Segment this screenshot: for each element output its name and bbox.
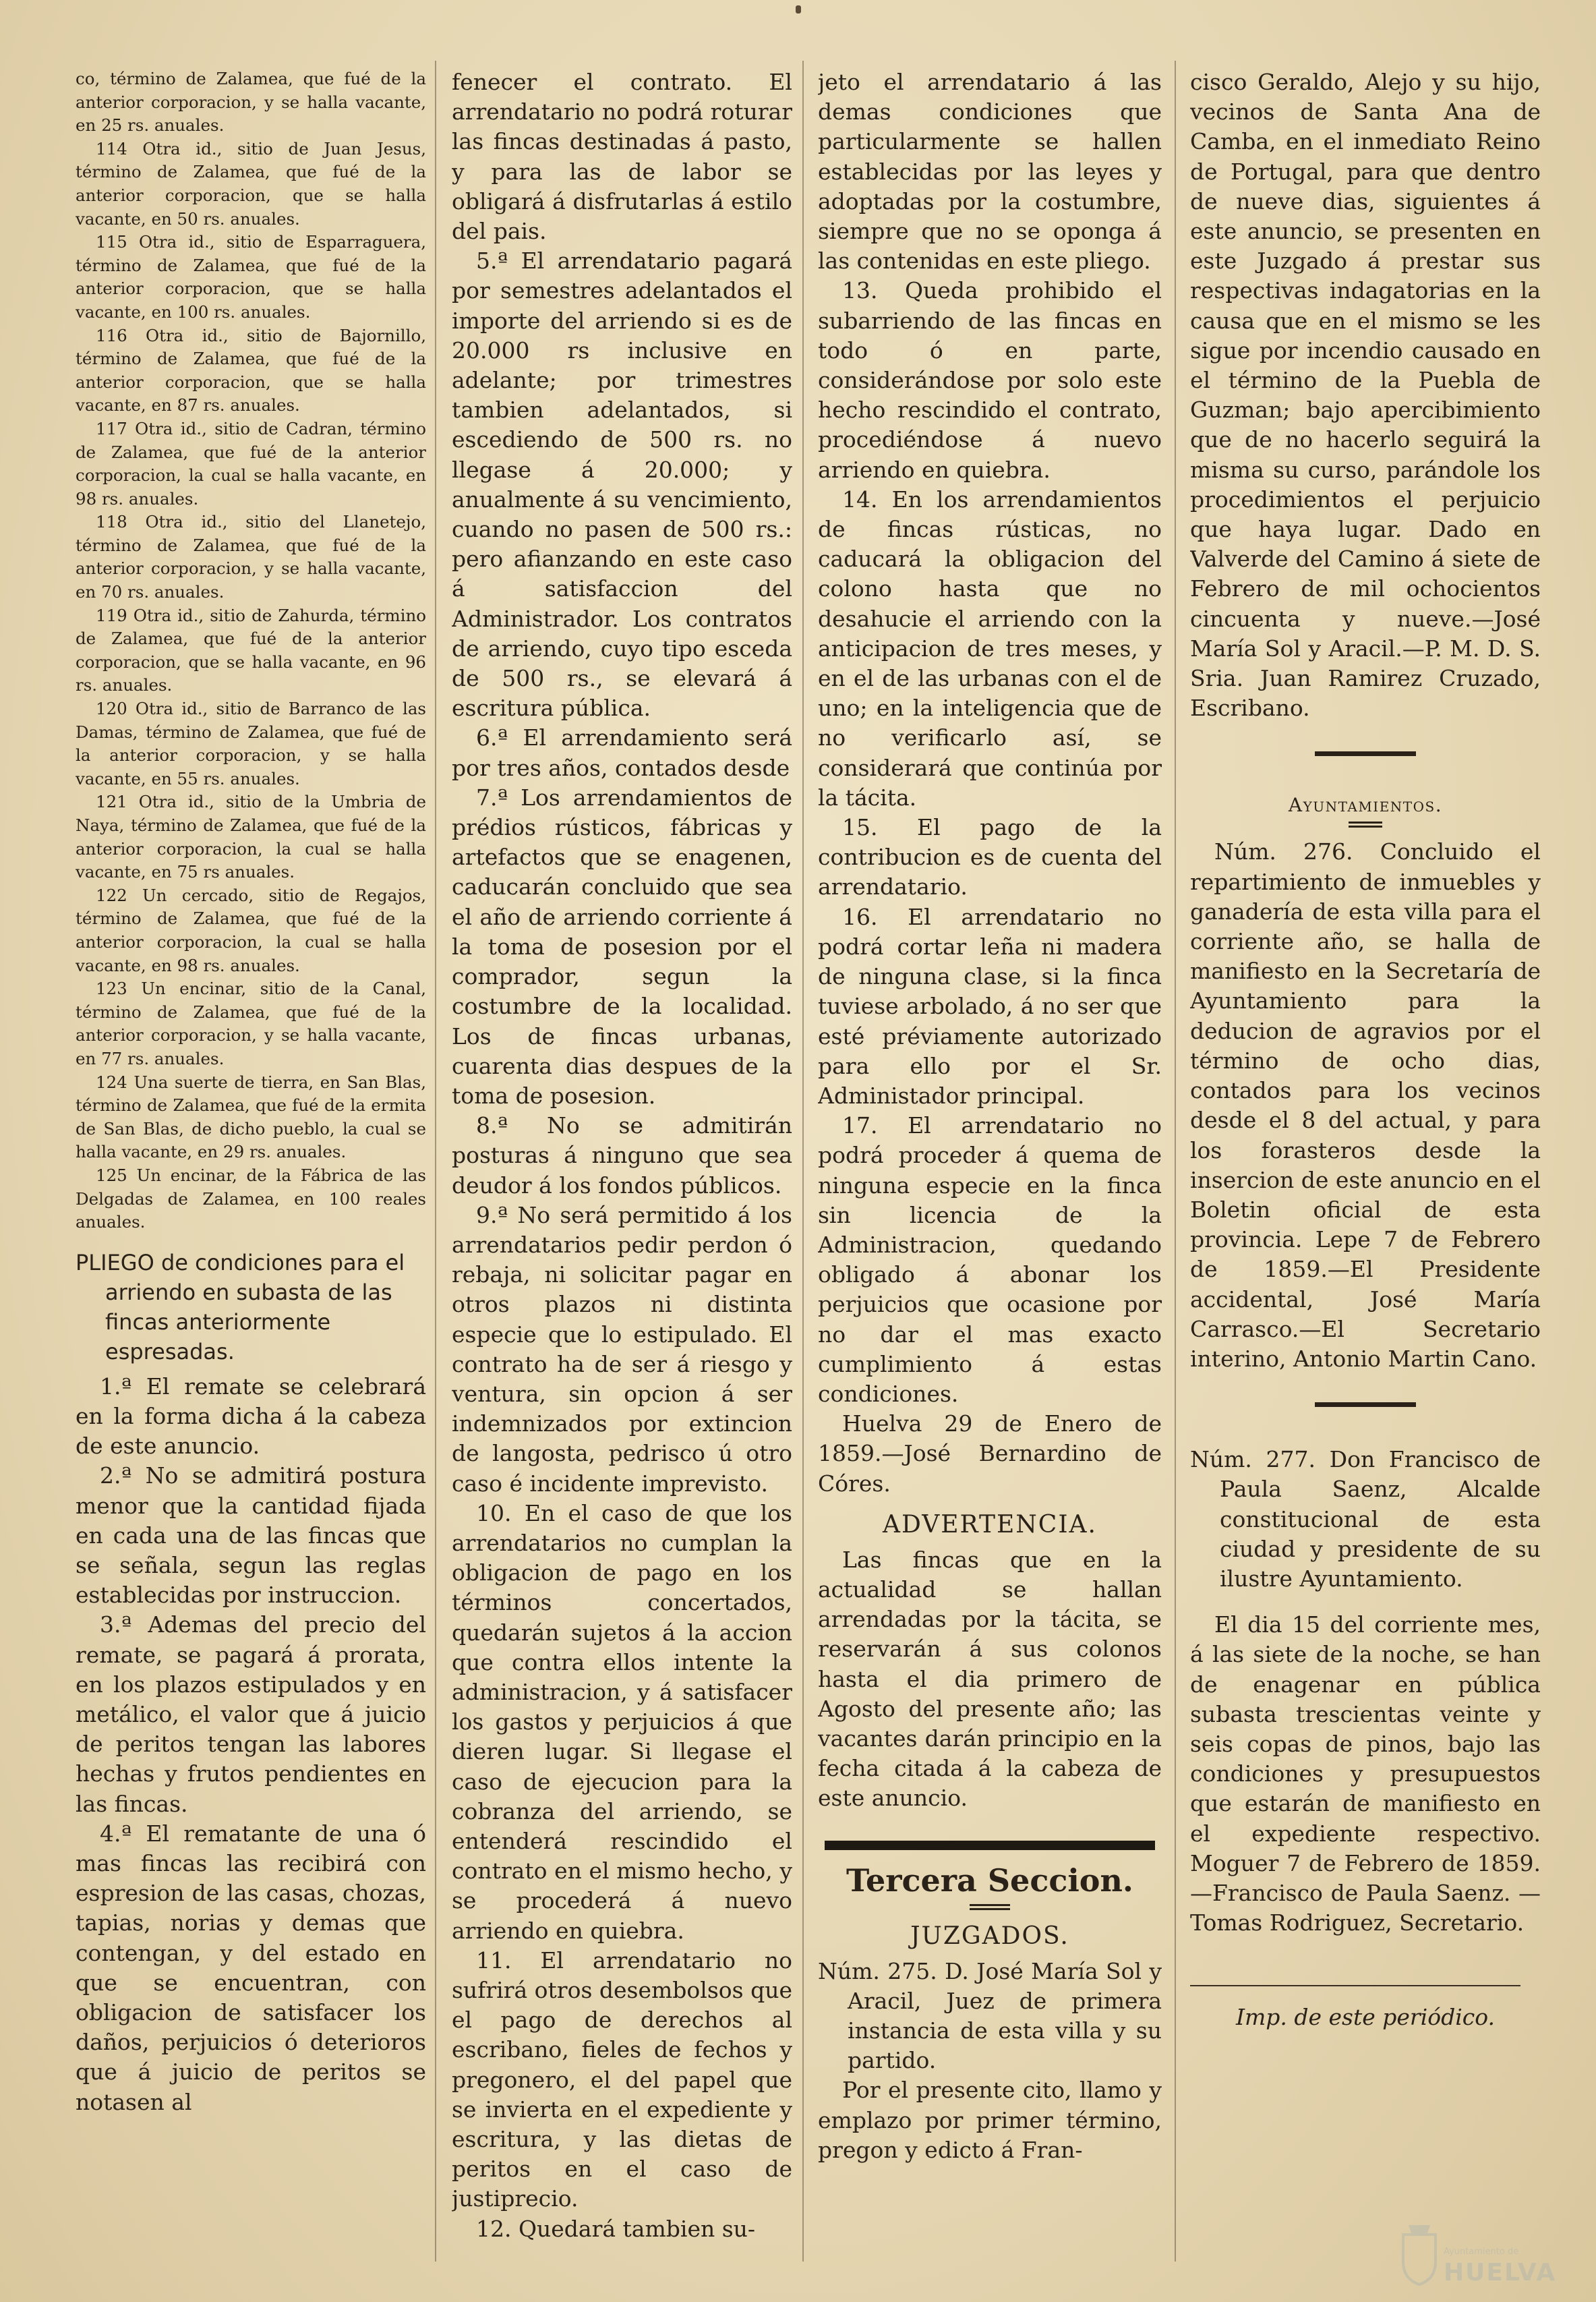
advertencia-paragraph: Las fincas que en la actualidad se hallan arrendadas por la tácita, se reservarán á sus colonos hasta el dia primero de Agosto del presente año; las vacantes darán principio en la fecha citada á la cabeza de este anuncio. [818,1546,1162,1812]
pliego-heading: PLIEGO de condiciones para el arriendo en subasta de las fincas anteriormente espresadas. [76,1249,405,1364]
condition-paragraph: fenecer el contrato. El arrendatario no podrá roturar las fincas destinadas á pasto, y para las de labor se obligará á disfrutarlas á estilo del pais. [452,69,792,245]
notice-body: El dia 15 del corriente mes, á las siete de la noche, se han de enagenar en pública subasta trescientas veinte y seis copas de pinos, bajo las condiciones y presupuestos que estarán de manifiesto en el expediente respectivo. Moguer 7 de Febrero de 1859. —Francisco de Paula Saenz. —Tomas Rodriguez, Secretario. [1190,1611,1541,1936]
column-1 [76,67,426,2275]
section-title: Tercera Seccion. [846,1862,1133,1899]
condition-paragraph: 12. Quedará tambien su- [476,2215,756,2242]
condition-paragraph: 8.ª No se admitirán posturas á ninguno que sea deudor á los fondos públicos. [452,1112,792,1199]
list-item: 121 Otra id., sitio de la Umbria de Naya, término de Zalamea, que fué de la anterior corporacion, la cual se halla vacante, en 75 rs anuales. [76,792,426,882]
condition-paragraph: 17. El arrendatario no podrá proceder á quema de ninguna especie en la finca sin licencia de la Administracion, quedando obligado á abonar los perjuicios que ocasione por no dar el mas exacto cumplimiento á estas condiciones. [818,1112,1162,1407]
coat-of-arms-icon [1399,2221,1440,2286]
juzgados-heading: JUZGADOS. [910,1922,1069,1950]
title-ornament [970,1904,1010,1910]
notice-body: cisco Geraldo, Alejo y su hijo, vecinos de Santa Ana de Camba, en el inmediato Reino de Portugal, para que dentro de nueve dias, siguientes á este anuncio, se presenten en este Juzgado á prestar sus respectivas indagatorias en la causa que en el mismo se les sigue por incendio causado en el término de la Puebla de Guzman; bajo apercibimiento que de no hacerlo seguirá la misma su curso, parándole los procedimientos el perjuicio que haya lugar. Dado en Valverde del Camino á siete de Febrero de mil ochocientos cincuenta y nueve.—José María Sol y Aracil.—P. M. D. S. Sria. Juan Ramirez Cruzado, Escribano. [1190,69,1541,722]
advertencia-heading: ADVERTENCIA. [883,1510,1097,1538]
list-item: 116 Otra id., sitio de Bajornillo, término de Zalamea, que fué de la anterior corporacion, que se halla vacante, en 87 rs. anuales. [76,325,426,415]
divider [1315,751,1416,756]
notice-body: Por el presente cito, llamo y emplazo por primer término, pregon y edicto á Fran- [818,2077,1162,2163]
list-item: 124 Una suerte de tierra, en San Blas, término de Zalamea, que fué de la ermita de San Blas, de dicho pueblo, la cual se halla vacante, en 29 rs. anuales. [76,1072,426,1162]
column-rule [802,61,804,2262]
condition-paragraph: 7.ª Los arrendamientos de prédios rústicos, fábricas y artefactos que se enagenen, caducarán concluido que sea el año de arriendo corriente á la toma de posesion por el comprador, segun la costumbre de la localidad. Los de fincas urbanas, cuarenta dias despues de la toma de posesion. [452,784,792,1109]
list-item: 118 Otra id., sitio del Llanetejo, término de Zalamea, que fué de la anterior corporacion, y se halla vacante, en 70 rs. anuales. [76,512,426,602]
list-item: 117 Otra id., sitio de Cadran, término de Zalamea, que fué de la anterior corporacion, la cual se halla vacante, en 98 rs. anuales. [76,418,426,509]
condition-paragraph: 16. El arrendatario no podrá cortar leña ni madera de ninguna clase, si la finca tuviese arbolado, á no ser que esté préviamente autorizado para ello por el Sr. Administador principal. [818,903,1162,1109]
column-4 [1190,67,1541,2275]
watermark-text: HUELVA [1444,2259,1557,2286]
condition-paragraph: 15. El pago de la contribucion es de cuenta del arrendatario. [818,814,1162,900]
list-item: 114 Otra id., sitio de Juan Jesus, término de Zalamea, que fué de la anterior corporacion, que se halla vacante, en 50 rs. anuales. [76,138,426,229]
ink-speck [796,5,801,13]
list-item: 120 Otra id., sitio de Barranco de las Damas, término de Zalamea, que fué de la anterior corporacion, y se halla vacante, en 55 rs. anuales. [76,699,426,788]
list-item: 122 Un cercado, sitio de Regajos, término de Zalamea, que fué de la anterior corporacion, la cual se halla vacante, en 98 rs. anuales. [76,885,426,975]
condition-paragraph: 2.ª No se admitirá postura menor que la cantidad fijada en cada una de las fincas que se señala, segun las reglas establecidas por instruccion. [76,1462,426,1609]
notice-heading: Núm. 275. D. José María Sol y Aracil, Juez de primera instancia de esta villa y su partido. [818,1957,1162,2074]
imprint: Imp. de este periódico. [1235,2004,1496,2031]
condition-paragraph: 10. En el caso de que los arrendatarios no cumplan la obligacion de pago en los términos concertados, quedarán sujetos á la accion que contra ellos intente la administracion, y á satisfacer los gastos y perjuicios á que dieren lugar. Si llegase el caso de ejecucion para la cobranza del arriendo, se entenderá rescindido el contrato en el mismo hecho, y se procederá á nuevo arriendo en quiebra. [452,1499,792,1944]
notice-heading: Núm. 277. Don Francisco de Paula Saenz, Alcalde constitucional de esta ciudad y presidente de su ilustre Ayuntamiento. [1190,1446,1541,1592]
column-rule [435,61,436,2262]
list-item: 125 Un encinar, de la Fábrica de las Delgadas de Zalamea, en 100 reales anuales. [76,1165,426,1232]
condition-paragraph: 14. En los arrendamientos de fincas rústicas, no caducará la obligacion del colono hasta que no desahucie el arriendo con la anticipacion de tres meses, y en el de las urbanas con el de uno; en la inteligencia que de no verificarlo así, se considerará que continúa por la tácita. [818,486,1162,811]
condition-paragraph: 11. El arrendatario no sufrirá otros desembolsos que el pago de derechos al escribano, fieles de fechos y pregonero, el del papel que se invierta en el expediente y escritura, y las dietas de peritos en el caso de justiprecio. [452,1947,792,2212]
list-item: 115 Otra id., sitio de Esparraguera, término de Zalamea, que fué de la anterior corporacion, que se halla vacante, en 100 rs. anuales. [76,232,426,322]
signature-paragraph: Huelva 29 de Enero de 1859.—José Bernardino de Córes. [818,1410,1162,1497]
watermark-caption: Ayuntamiento de [1444,2247,1519,2257]
ayuntamientos-heading: Ayuntamientos. [1288,794,1443,817]
list-item: 119 Otra id., sitio de Zahurda, término de Zalamea, que fué de la anterior corporacion, que se halla vacante, en 96 rs. anuales. [76,605,426,695]
column-3 [818,67,1162,2275]
condition-paragraph: 5.ª El arrendatario pagará por semestres adelantados el importe del arriendo si es de 20.000 rs inclusive en adelante; por trimestres tambien adelantados, si escediendo de 500 rs. no llegase á 20.000; y anualmente á su vencimiento, cuando no pasen de 500 rs.: pero afianzando en este caso á satisfaccion del Administrador. Los contratos de arriendo, cuyo tipo esceda de 500 rs., se elevará á escritura pública. [452,248,792,722]
column-rule [1175,61,1176,2262]
column-2 [452,67,792,2275]
condition-paragraph: 9.ª No será permitido á los arrendatarios pedir perdon ó rebaja, ni solicitar pagar en otros plazos ni distinta especie que lo estipulado. El contrato ha de ser á riesgo y ventura, sin opcion á ser indemnizados por extincion de langosta, pedrisco ú otro caso é incidente imprevisto. [452,1201,792,1497]
condition-paragraph: 13. Queda prohibido el subarriendo de las fincas en todo ó en parte, considerándose por solo este hecho rescindido el contrato, procediéndose á nuevo arriendo en quiebra. [818,277,1162,483]
notice-body: Núm. 276. Concluido el repartimiento de inmuebles y ganadería de esta villa para el corriente año, se halla de manifiesto en la Secretaría de Ayuntamiento para la deducion de agravios por el término de ocho dias, contados para los vecinos desde el 8 del actual, y para los forasteros desde la insercion de este anuncio en el Boletin oficial de esta provincia. Lepe 7 de Febrero de 1859.—El Presidente accidental, José María Carrasco.—El Secretario interino, Antonio Martin Cano. [1190,838,1541,1372]
title-ornament [1349,822,1382,828]
archive-watermark [1399,2221,1557,2289]
list-item: 123 Un encinar, sitio de la Canal, término de Zalamea, que fué de la anterior corporacion, y se halla vacante, en 77 rs. anuales. [76,979,426,1068]
condition-paragraph: jeto el arrendatario á las demas condiciones que particularmente se hallen establecidas por las leyes y adoptadas por la costumbre, siempre que no se oponga á las contenidas en este pliego. [818,69,1162,275]
condition-paragraph: 6.ª El arrendamiento será por tres años, contados desde [452,724,792,781]
condition-paragraph: 4.ª El rematante de una ó mas fincas las recibirá con espresion de las casas, chozas, tapias, norias y demas que contengan, y del estado en que se encuentran, con obligacion de satisfacer los daños, perjuicios ó deterioros que á juicio de peritos se notasen al [76,1820,426,2115]
section-divider [825,1841,1155,1850]
conditions [76,1372,426,2117]
condition-paragraph: 1.ª El remate se celebrará en la forma dicha á la cabeza de este anuncio. [76,1373,426,1460]
list-item: co, término de Zalamea, que fué de la anterior corporacion, y se halla vacante, en 25 rs. anuales. [76,69,426,136]
divider [1190,1985,1520,1986]
property-list [76,67,426,1234]
condition-paragraph: 3.ª Ademas del precio del remate, se pagará á prorata, en los plazos estipulados y en metálico, el valor que á juicio de peritos tengan las labores hechas y frutos pendientes en las fincas. [76,1611,426,1817]
divider [1315,1402,1416,1407]
